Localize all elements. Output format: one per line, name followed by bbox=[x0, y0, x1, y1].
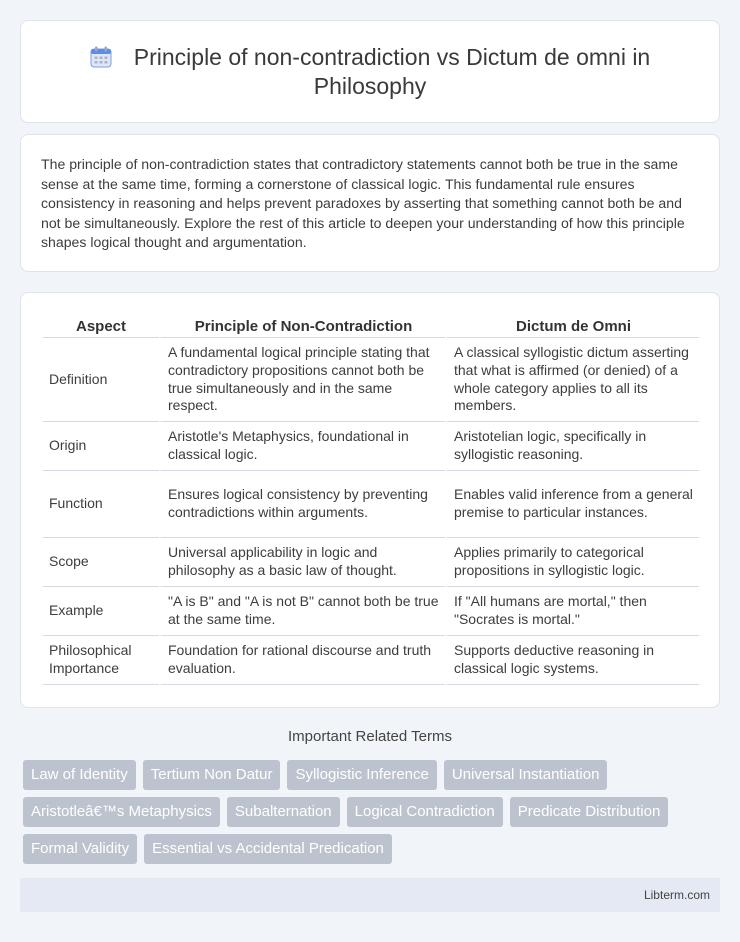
aspect-cell: Function bbox=[43, 471, 159, 538]
table-row bbox=[43, 538, 699, 587]
header-dictum: Dictum de Omni bbox=[445, 313, 699, 338]
related-term-tag[interactable]: Subalternation bbox=[227, 797, 340, 827]
pnc-cell: A fundamental logical principle stating that contradictory propositions cannot both be true simultaneously and in the same respect. bbox=[159, 338, 445, 422]
aspect-cell: Example bbox=[43, 587, 159, 636]
intro-card bbox=[20, 134, 720, 272]
table-header-row bbox=[43, 313, 699, 338]
intro-paragraph: The principle of non-contradiction states that contradictory statements cannot both be true in the same sense at the same time, forming a cornerstone of classical logic. This fundamental rule ensures consistency in reasoning and helps prevent paradoxes by asserting that something cannot both be and not be simultaneously. Explore the rest of this article to deepen your understanding of how this principle shapes logical thought and argumentation. bbox=[41, 156, 685, 251]
page-title bbox=[61, 43, 679, 101]
header-card bbox=[20, 20, 720, 123]
pnc-cell: Ensures logical consistency by preventing contradictions within arguments. bbox=[159, 471, 445, 538]
related-term-tag[interactable]: Formal Validity bbox=[23, 834, 137, 864]
footer-brand-link[interactable]: Libterm.com bbox=[643, 888, 710, 902]
header-pnc: Principle of Non-Contradiction bbox=[159, 313, 445, 338]
table-row bbox=[43, 422, 699, 471]
pnc-cell: "A is B" and "A is not B" cannot both be true at the same time. bbox=[159, 587, 445, 636]
dictum-cell: Applies primarily to categorical propositions in syllogistic logic. bbox=[445, 538, 699, 587]
related-term-tag[interactable]: Essential vs Accidental Predication bbox=[144, 834, 392, 864]
related-terms-list bbox=[23, 760, 723, 871]
header-aspect: Aspect bbox=[43, 313, 159, 338]
page-title-text: Principle of non-contradiction vs Dictum de omni in Philosophy bbox=[133, 43, 651, 99]
aspect-cell: Origin bbox=[43, 422, 159, 471]
comparison-table bbox=[43, 313, 699, 685]
dictum-cell: A classical syllogistic dictum asserting that what is affirmed (or denied) of a whole category applies to all its members. bbox=[445, 338, 699, 422]
related-term-tag[interactable]: Logical Contradiction bbox=[347, 797, 503, 827]
related-term-tag[interactable]: Aristotleâ€™s Metaphysics bbox=[23, 797, 220, 827]
dictum-cell: If "All humans are mortal," then "Socrates is mortal." bbox=[445, 587, 699, 636]
pnc-cell: Universal applicability in logic and philosophy as a basic law of thought. bbox=[159, 538, 445, 587]
related-term-tag[interactable]: Tertium Non Datur bbox=[143, 760, 281, 790]
related-term-tag[interactable]: Universal Instantiation bbox=[444, 760, 608, 790]
dictum-cell: Enables valid inference from a general premise to particular instances. bbox=[445, 471, 699, 538]
aspect-cell: Philosophical Importance bbox=[43, 636, 159, 685]
comparison-card bbox=[20, 292, 720, 708]
related-term-tag[interactable]: Law of Identity bbox=[23, 760, 136, 790]
table-row bbox=[43, 338, 699, 422]
aspect-cell: Definition bbox=[43, 338, 159, 422]
calendar-icon bbox=[90, 46, 112, 68]
table-row bbox=[43, 636, 699, 685]
dictum-cell: Supports deductive reasoning in classical logic systems. bbox=[445, 636, 699, 685]
pnc-cell: Aristotle's Metaphysics, foundational in classical logic. bbox=[159, 422, 445, 471]
related-term-tag[interactable]: Syllogistic Inference bbox=[287, 760, 436, 790]
table-row bbox=[43, 587, 699, 636]
related-terms-title: Important Related Terms bbox=[288, 728, 452, 745]
aspect-cell: Scope bbox=[43, 538, 159, 587]
dictum-cell: Aristotelian logic, specifically in syllogistic reasoning. bbox=[445, 422, 699, 471]
related-term-tag[interactable]: Predicate Distribution bbox=[510, 797, 669, 827]
pnc-cell: Foundation for rational discourse and truth evaluation. bbox=[159, 636, 445, 685]
table-row bbox=[43, 471, 699, 538]
footer bbox=[20, 878, 720, 912]
